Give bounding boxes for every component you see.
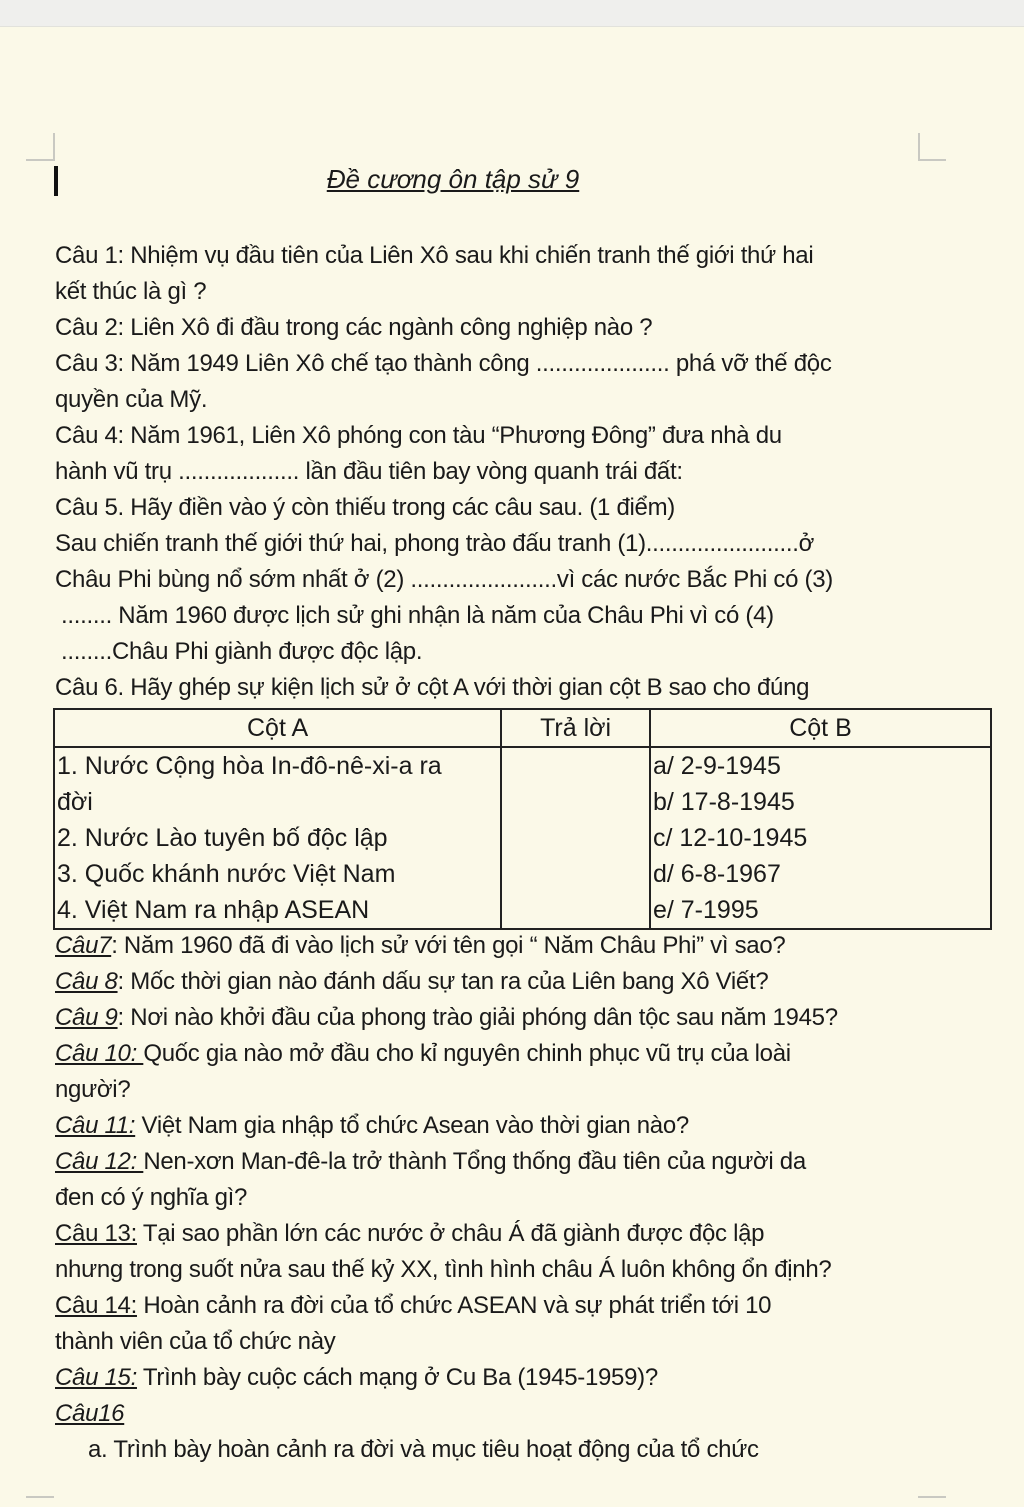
question-16-a: a. Trình bày hoàn cảnh ra đời và mục tiêu hoạt động của tổ chức: [88, 1436, 759, 1463]
header-col-a: Cột A: [54, 709, 501, 747]
question-9-label: Câu 9: [55, 1004, 118, 1031]
question-7-label: Câu7: [55, 932, 112, 959]
question-11-label: Câu 11:: [55, 1112, 136, 1139]
question-12: [55, 1144, 806, 1180]
crop-mark-tr-v: [918, 133, 920, 161]
question-3-line-2: quyền của Mỹ.: [55, 386, 208, 413]
question-13-text: Tại sao phần lớn các nước ở châu Á đã giành được độc lập: [136, 1220, 765, 1247]
crop-mark-br: [918, 1496, 946, 1498]
crop-mark-tl-v: [53, 133, 55, 161]
question-14-label: Câu 14:: [55, 1292, 137, 1319]
answer-cell[interactable]: [501, 747, 650, 929]
question-14-line-2: thành viên của tổ chức này: [55, 1328, 336, 1355]
crop-mark-tl-h: [26, 159, 54, 161]
top-bar: [0, 0, 1024, 27]
col-b-item: d/ 6-8-1967: [652, 860, 781, 888]
table-header-row: [54, 709, 991, 747]
question-5-line-4: ........ Năm 1960 được lịch sử ghi nhận là năm của Châu Phi vì có (4): [61, 602, 774, 629]
col-b-item: e/ 7-1995: [652, 896, 759, 924]
question-4-line-1: Câu 4: Năm 1961, Liên Xô phóng con tàu “Phương Đông” đưa nhà du: [55, 422, 782, 449]
col-a-item: 3. Quốc khánh nước Việt Nam: [57, 860, 396, 888]
question-5-line-2: Sau chiến tranh thế giới thứ hai, phong trào đấu tranh (1)........................ở: [55, 530, 815, 557]
question-14: [55, 1288, 771, 1324]
question-1-line-1: Câu 1: Nhiệm vụ đầu tiên của Liên Xô sau khi chiến tranh thế giới thứ hai: [55, 242, 814, 269]
question-5-line-5: ........Châu Phi giành được độc lập.: [61, 638, 423, 665]
question-5-line-1: Câu 5. Hãy điền vào ý còn thiếu trong các câu sau. (1 điểm): [55, 494, 675, 521]
col-a-item: 2. Nước Lào tuyên bố độc lập: [57, 824, 388, 852]
col-b-cell: [650, 747, 991, 929]
question-15-label: Câu 15:: [55, 1364, 137, 1391]
question-11-text: Việt Nam gia nhập tổ chức Asean vào thời gian nào?: [135, 1112, 689, 1139]
question-8: [55, 964, 768, 1000]
question-12-line-2: đen có ý nghĩa gì?: [55, 1184, 248, 1211]
question-13-line-2: nhưng trong suốt nửa sau thế kỷ XX, tình hình châu Á luôn không ổn định?: [55, 1256, 832, 1283]
table-row: [54, 747, 991, 929]
col-a-item: đời: [57, 788, 93, 816]
col-a-item: 1. Nước Cộng hòa In-đô-nê-xi-a ra: [57, 752, 442, 780]
question-6: Câu 6. Hãy ghép sự kiện lịch sử ở cột A với thời gian cột B sao cho đúng: [55, 674, 810, 701]
question-15: [55, 1360, 658, 1396]
question-14-text: Hoàn cảnh ra đời của tổ chức ASEAN và sự phát triển tới 10: [136, 1292, 772, 1319]
col-b-item: b/ 17-8-1945: [652, 788, 795, 816]
header-answer: Trả lời: [501, 709, 650, 747]
question-4-line-2: hành vũ trụ ................... lần đầu tiên bay vòng quanh trái đất:: [55, 458, 683, 485]
question-10-text: Quốc gia nào mở đầu cho kỉ nguyên chinh phục vũ trụ của loài: [143, 1040, 791, 1067]
header-col-b: Cột B: [650, 709, 991, 747]
matching-table: [53, 708, 992, 930]
question-3-line-1: Câu 3: Năm 1949 Liên Xô chế tạo thành công ..................... phá vỡ thế độc: [55, 350, 832, 377]
question-2: Câu 2: Liên Xô đi đầu trong các ngành công nghiệp nào ?: [55, 314, 653, 341]
question-11: [55, 1108, 689, 1144]
col-b-item: c/ 12-10-1945: [652, 824, 808, 852]
question-10-line-2: người?: [55, 1076, 131, 1103]
document-title: Đề cương ôn tập sử 9: [326, 164, 580, 194]
question-8-text: : Mốc thời gian nào đánh dấu sự tan ra của Liên bang Xô Viết?: [117, 968, 769, 995]
question-7-text: : Năm 1960 đã đi vào lịch sử với tên gọi “ Năm Châu Phi” vì sao?: [111, 932, 786, 959]
question-5-line-3: Châu Phi bùng nổ sớm nhất ở (2) .......................vì các nước Bắc Phi có (3): [55, 566, 833, 593]
question-7: [55, 928, 785, 964]
question-15-text: Trình bày cuộc cách mạng ở Cu Ba (1945-1959)?: [136, 1364, 658, 1391]
question-1-line-2: kết thúc là gì ?: [55, 278, 207, 305]
question-10: [55, 1036, 791, 1072]
question-10-label: Câu 10:: [55, 1040, 144, 1067]
question-12-text: Nen-xơn Man-đê-la trở thành Tổng thống đầu tiên của người da: [143, 1148, 806, 1175]
question-16: [55, 1396, 124, 1432]
crop-mark-tr-h: [918, 159, 946, 161]
question-9: [55, 1000, 838, 1036]
question-12-label: Câu 12:: [55, 1148, 144, 1175]
crop-mark-bl: [26, 1496, 54, 1498]
question-13-label: Câu 13:: [55, 1220, 137, 1247]
col-a-cell: [54, 747, 501, 929]
question-16-label: Câu16: [55, 1400, 125, 1427]
col-a-item: 4. Việt Nam ra nhập ASEAN: [57, 896, 370, 924]
question-13: [55, 1216, 764, 1252]
question-9-text: : Nơi nào khởi đầu của phong trào giải phóng dân tộc sau năm 1945?: [117, 1004, 838, 1031]
question-8-label: Câu 8: [55, 968, 118, 995]
col-b-item: a/ 2-9-1945: [652, 752, 781, 780]
